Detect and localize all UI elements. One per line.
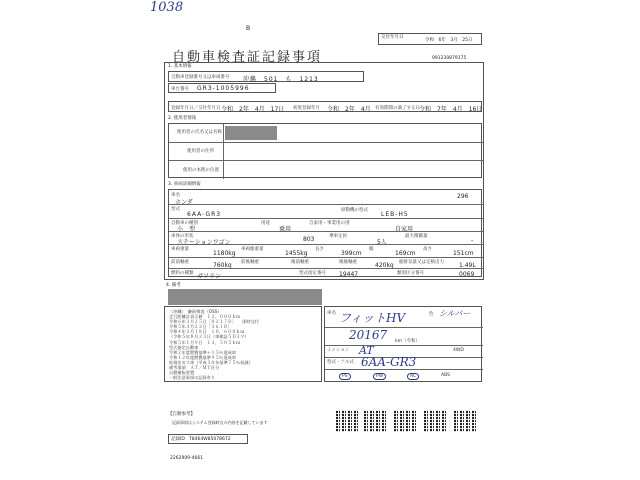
remark-line: 低排出ガス車（平成３０年基準７５％低減） bbox=[169, 359, 253, 365]
displacement-label: 総排気量又は定格出力 bbox=[399, 260, 444, 265]
memo-color-label: 色 bbox=[429, 312, 434, 317]
weight-value: 1180kg bbox=[213, 250, 236, 257]
weight-label: 車両重量 bbox=[171, 247, 189, 252]
model-value: 6AA-GR3 bbox=[187, 211, 222, 218]
length-value: 399cm bbox=[341, 250, 362, 257]
model-cert-label: 型式指定番号 bbox=[299, 271, 326, 276]
remark-line: 備考事項 ＡＴ／ＭＴ区分 bbox=[169, 365, 220, 371]
remarks-box bbox=[164, 306, 322, 382]
memo-mileage-value: 20167 bbox=[349, 328, 388, 342]
option-pw: PW bbox=[373, 373, 386, 380]
remark-line: 令和４年３月１８日 １０，６００ｋｍ bbox=[169, 329, 245, 335]
record-id-value: T8464W85078672 bbox=[189, 437, 231, 442]
section1-heading: 1. 基本情報 bbox=[168, 64, 192, 69]
front-axle-label: 前前軸重 bbox=[171, 260, 189, 265]
section4-heading: 4. 備考 bbox=[166, 283, 181, 288]
ref-note: 記録事項はシステム登録時点の内容を記載しています bbox=[172, 420, 268, 425]
rear-rear-label: 後後軸重 bbox=[339, 260, 357, 265]
corner-note: 1038 bbox=[150, 0, 184, 15]
reg-value: 沖縄 501 も 1213 bbox=[243, 76, 319, 83]
kind-value: 自家用 bbox=[395, 226, 414, 233]
expiry-label: 有効期間の満了する日 bbox=[375, 106, 420, 111]
redacted-remarks-top bbox=[168, 289, 322, 305]
reg-label: 自動車登録番号又は車両番号 bbox=[171, 75, 230, 80]
divider bbox=[169, 204, 483, 205]
record-id-label: 記録ID bbox=[171, 437, 185, 442]
redacted-user-name bbox=[225, 126, 277, 140]
class-value: 0069 bbox=[459, 271, 475, 278]
remark-line: （令和５年８月２３日（車検証５Ｄ３９） bbox=[169, 334, 249, 340]
fuel-value: ガソリン bbox=[197, 273, 222, 280]
divider bbox=[325, 345, 483, 346]
section3-heading: 3. 車両詳細情報 bbox=[168, 182, 201, 187]
mark-b: B bbox=[246, 25, 251, 32]
bottom-code: 2262909-4661 bbox=[170, 456, 204, 461]
issue-date-label: 交付年月日 bbox=[381, 35, 404, 40]
shape-code: 803 bbox=[303, 236, 315, 243]
option-ps: PS bbox=[339, 373, 351, 380]
vehicle-block bbox=[168, 189, 482, 280]
section2-heading: 2. 使用者情報 bbox=[168, 116, 197, 121]
rear-front-label: 後前軸重 bbox=[291, 260, 309, 265]
memo-mission-label: ミッション bbox=[327, 348, 350, 353]
shape-value: ステーションワゴン bbox=[177, 239, 231, 246]
width-label: 幅 bbox=[369, 247, 374, 252]
reg-row bbox=[168, 71, 364, 82]
memo-color-value: シルバー bbox=[439, 309, 471, 318]
first-value: 令和 2年 4月 bbox=[327, 106, 371, 113]
divider bbox=[325, 369, 483, 370]
remarks-list bbox=[169, 309, 259, 380]
user-addr-label: 使用者の住所 bbox=[187, 149, 214, 154]
front-rear-label: 前後軸重 bbox=[241, 260, 259, 265]
width-value: 169cm bbox=[395, 250, 416, 257]
remark-line: 令和６年３月２５日［０２１７Ｄ］ 即時交付 bbox=[169, 319, 260, 325]
divider bbox=[169, 231, 483, 232]
remark-line: （沖縄） 継続検査（OSS） bbox=[169, 309, 222, 314]
remark-line: 令和５年１月９日 １３，５０５ｋｍ bbox=[169, 339, 241, 345]
memo-name-label: 車名 bbox=[327, 311, 336, 316]
chassis-label: 車台番号 bbox=[171, 87, 189, 92]
qr-code bbox=[424, 410, 446, 432]
ref-heading: 【自動参考】 bbox=[168, 412, 195, 417]
doc-number: 991230879175 bbox=[432, 56, 467, 61]
height-label: 高さ bbox=[423, 247, 432, 252]
model-cert-value: 19447 bbox=[339, 271, 359, 278]
memo-model-label: 型式・フル式 bbox=[327, 360, 354, 365]
memo-mileage-label: km（令和） bbox=[395, 339, 420, 344]
remark-line: 型式指定自動車 bbox=[169, 344, 199, 350]
use-value: 乗用 bbox=[279, 226, 292, 233]
first-label: 初度登録年月 bbox=[293, 106, 320, 111]
model-label: 型式 bbox=[171, 207, 180, 212]
option-ac: AC bbox=[407, 373, 419, 380]
vehicle-memo-panel bbox=[324, 306, 482, 382]
divider bbox=[169, 160, 483, 161]
engine-label: 原動機の型式 bbox=[341, 208, 368, 213]
record-id-box bbox=[168, 434, 248, 444]
remark-line: 令和５年３月２２日［３６１Ｄ］ bbox=[169, 324, 232, 330]
qr-code bbox=[364, 410, 386, 432]
memo-name-value: フィットHV bbox=[339, 311, 406, 325]
type-value: 小 型 bbox=[177, 226, 196, 233]
issue-date-box bbox=[378, 33, 482, 45]
dates-row bbox=[168, 101, 482, 112]
chassis-value: GR3-1005996 bbox=[197, 85, 250, 92]
first-reg-value: 令和 2年 4月 17日 bbox=[221, 106, 285, 113]
chassis-row bbox=[168, 83, 276, 93]
fuel-label: 燃料の種類 bbox=[171, 271, 194, 276]
base-label: 使用の本拠の位置 bbox=[183, 168, 219, 173]
divider bbox=[223, 124, 224, 179]
remark-line: 令和２年度燃費基準＋１５％達成車 bbox=[169, 349, 237, 355]
rear-rear-value: 420kg bbox=[375, 262, 394, 269]
load-value: - bbox=[471, 237, 474, 244]
divider bbox=[169, 142, 483, 143]
memo-model-value: 6AA-GR3 bbox=[361, 355, 417, 369]
memo-drive-value: 4WD bbox=[453, 348, 464, 353]
maker-label: 車名 bbox=[171, 193, 180, 198]
gross-label: 車両総重量 bbox=[241, 247, 264, 252]
qr-code bbox=[336, 410, 358, 432]
divider bbox=[169, 268, 483, 269]
front-axle-value: 760kg bbox=[213, 262, 232, 269]
length-label: 長さ bbox=[315, 247, 324, 252]
page-title: 自動車検査証記録事項 bbox=[172, 50, 323, 65]
user-block bbox=[168, 123, 482, 178]
class-label: 類別区分番号 bbox=[397, 271, 424, 276]
remark-line: 一般注意事項の記録有り bbox=[169, 375, 216, 381]
capacity-value: 5人 bbox=[377, 239, 387, 246]
use-label: 用途 bbox=[261, 221, 270, 226]
kind-label: 自家用・事業用の別 bbox=[309, 221, 350, 226]
expiry-value: 令和 7年 4月 16日 bbox=[419, 106, 483, 113]
memo-mission-value: AT bbox=[359, 344, 374, 357]
user-name-label: 使用者の氏名又は名称 bbox=[177, 130, 222, 135]
load-label: 最大積載量 bbox=[405, 234, 428, 239]
displacement-value: 1.49L bbox=[459, 262, 476, 269]
divider bbox=[169, 244, 483, 245]
option-abs: ABS bbox=[441, 373, 450, 378]
remark-line: 走行距離計表示値 １２，０００ｋｍ bbox=[169, 314, 241, 320]
gross-value: 1455kg bbox=[285, 250, 308, 257]
remark-line: 令和１２年度燃費基準９５％達成車 bbox=[169, 354, 237, 360]
remark-line: 自動運転装置 bbox=[169, 370, 195, 376]
type-label: 自動車の種別 bbox=[171, 221, 198, 226]
maker-value: ホンダ bbox=[175, 199, 193, 206]
first-reg-label: 登録年月日／交付年月日 bbox=[171, 106, 221, 111]
divider bbox=[169, 257, 483, 258]
issue-date-value: 令和 6年 3月 25日 bbox=[425, 38, 473, 43]
maker-code: 296 bbox=[457, 193, 469, 200]
qr-code bbox=[394, 410, 416, 432]
engine-value: LEB-H5 bbox=[381, 211, 409, 218]
capacity-label: 乗車定員 bbox=[329, 234, 347, 239]
shape-label: 車体の形状 bbox=[171, 234, 194, 239]
height-value: 151cm bbox=[453, 250, 474, 257]
qr-code bbox=[454, 410, 476, 432]
divider bbox=[169, 218, 483, 219]
